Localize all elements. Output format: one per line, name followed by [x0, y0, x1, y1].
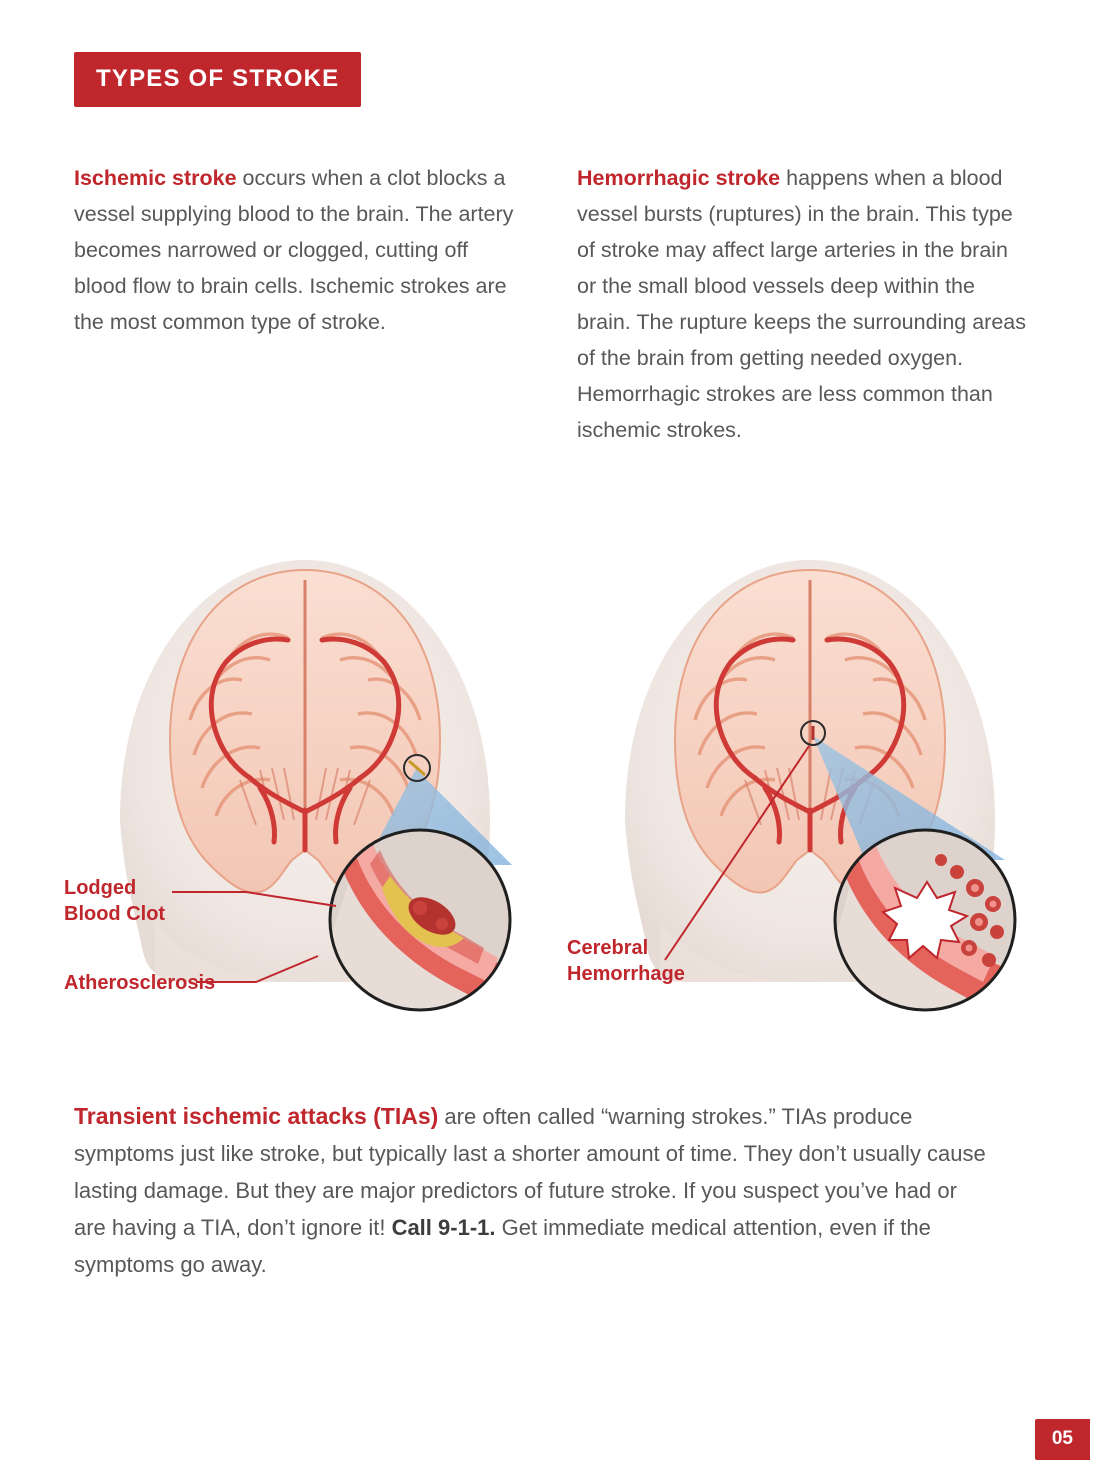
- callout-lodged-line2: Blood Clot: [64, 903, 166, 925]
- column-hemorrhagic: [577, 160, 1029, 448]
- tia-paragraph: [74, 1098, 994, 1283]
- tia-call-emphasis: Call 9-1-1.: [391, 1215, 496, 1240]
- ischemic-lead: Ischemic stroke: [74, 166, 237, 190]
- callout-lodged-line1: Lodged: [64, 877, 137, 899]
- hemorrhagic-body: happens when a blood vessel bursts (ruptures) in the brain. This type of stroke may affect large arteries in the brain or the small blood vessels deep within the brain. The rupture keeps the surrounding areas of the brain from getting needed oxygen. Hemorrhagic strokes are less common than ischemic strokes.: [577, 166, 1026, 442]
- page-number-badge: 05: [1035, 1419, 1090, 1460]
- ischemic-stroke-illustration: [60, 520, 560, 1040]
- callout-hemorrhage-line2: Hemorrhage: [567, 963, 685, 985]
- bottom-rule: [0, 1472, 1116, 1478]
- figures-area: [60, 520, 1060, 1040]
- callout-hemorrhage-line1: Cerebral: [567, 937, 649, 959]
- column-ischemic: [74, 160, 526, 340]
- page-edge-bar: [0, 0, 26, 1478]
- tia-part1: are often called “warning strokes.” TIAs produce symptoms just like stroke, but typically last a shorter amount of time. They don’t usually cause lasting damage. But they are major predictors of future stroke. If you suspect you’ve had or are having a TIA, don’t ignore it!: [74, 1104, 986, 1240]
- ischemic-body: occurs when a clot blocks a vessel supplying blood to the brain. The artery becomes narrowed or clogged, cutting off blood flow to brain cells. Ischemic strokes are the most common type of stroke.: [74, 166, 514, 334]
- figure-hemorrhagic: [565, 520, 1065, 1040]
- callout-atherosclerosis-line1: Atherosclerosis: [64, 972, 216, 994]
- section-header: TYPES OF STROKE: [74, 52, 361, 107]
- callout-atherosclerosis: [64, 970, 215, 996]
- figure-ischemic: [60, 520, 560, 1040]
- tia-lead: Transient ischemic attacks (TIAs): [74, 1103, 439, 1129]
- callout-cerebral-hemorrhage: [567, 935, 685, 987]
- callout-lodged-blood-clot: [64, 875, 165, 927]
- hemorrhagic-lead: Hemorrhagic stroke: [577, 166, 781, 190]
- tia-part2: Get immediate medical attention, even if the symptoms go away.: [74, 1215, 931, 1277]
